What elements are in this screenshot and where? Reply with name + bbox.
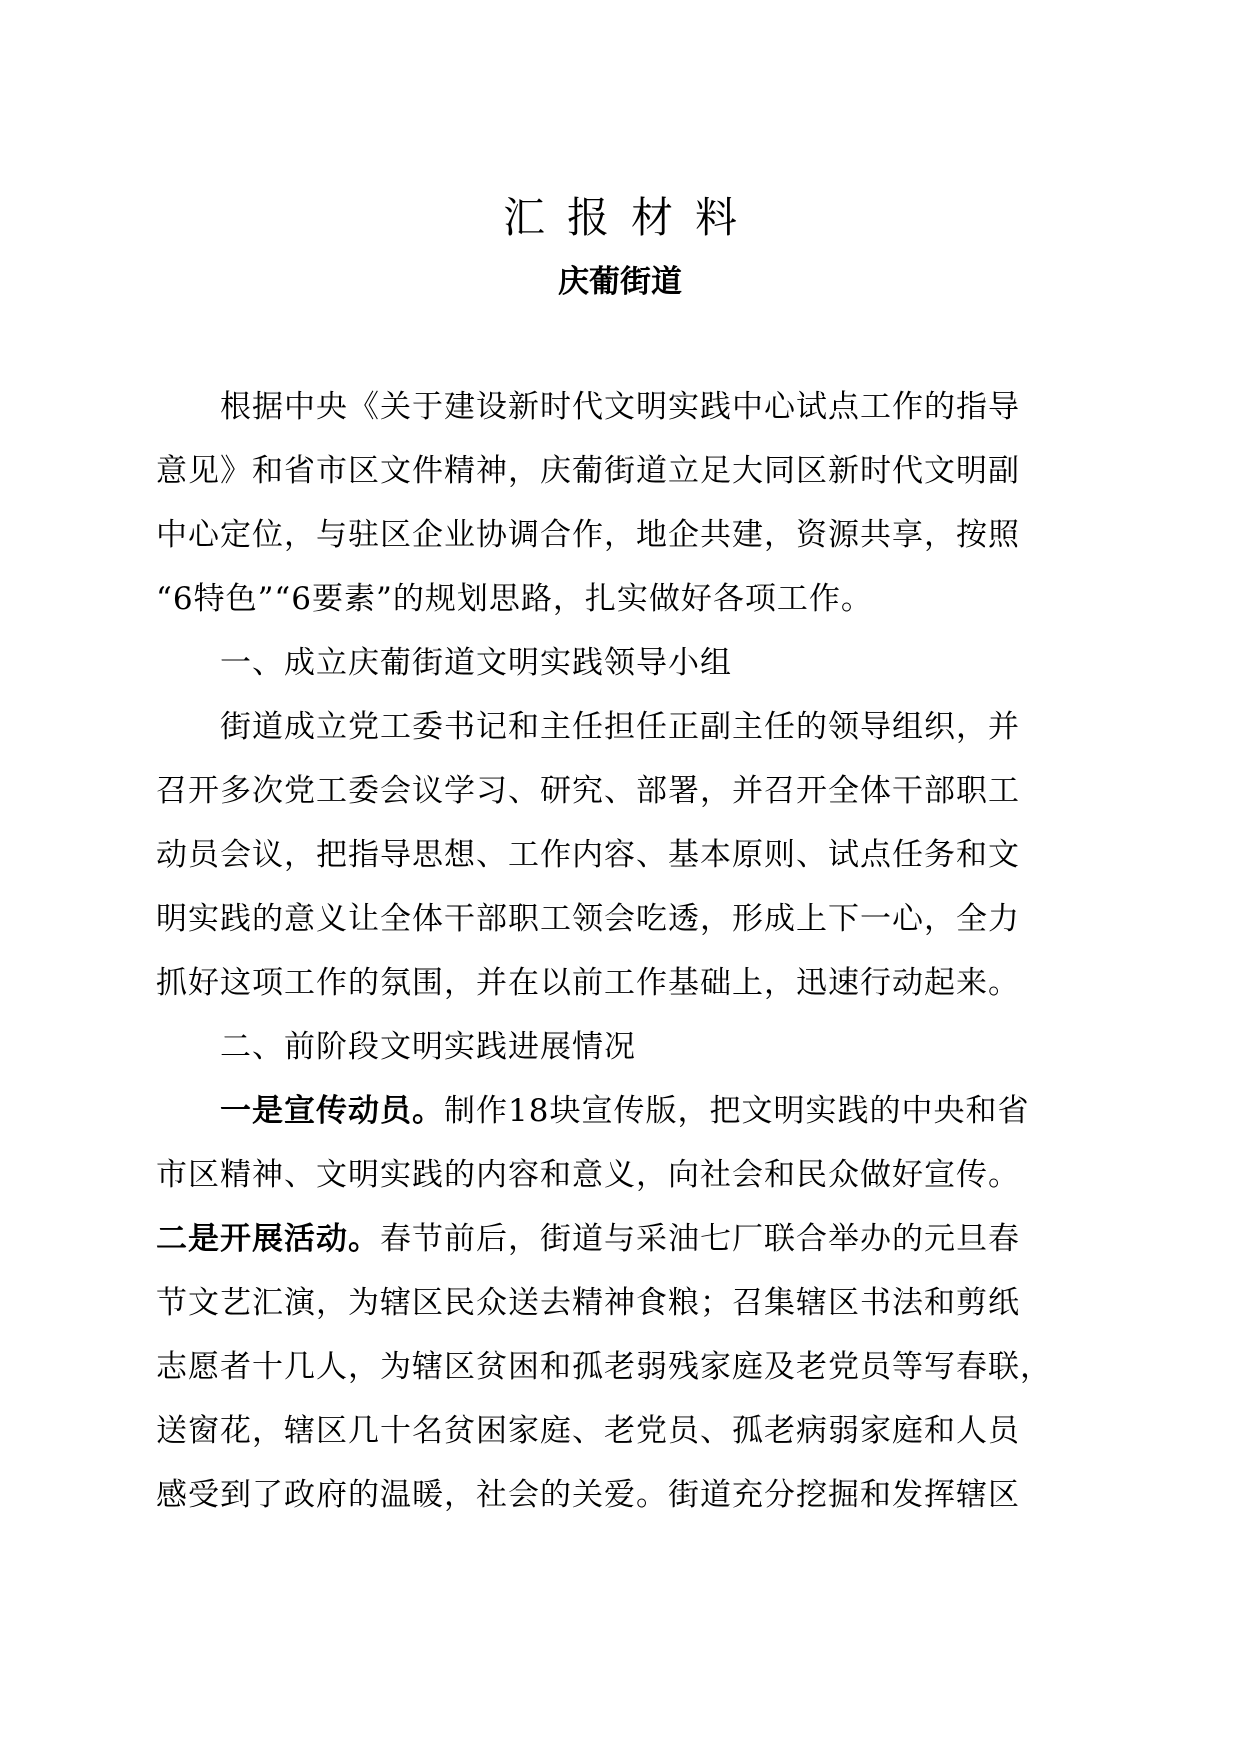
paragraph-line: 街道成立党工委书记和主任担任正副主任的领导组织，并 (220, 709, 1020, 745)
document-body (156, 375, 1086, 1527)
item-lead-activities: 二是开展活动。 (156, 1221, 380, 1257)
paragraph-line: 市区精神、文明实践的内容和意义，向社会和民众做好宣传。 (156, 1157, 1020, 1193)
paragraph-line: 感受到了政府的温暖，社会的关爱。街道充分挖掘和发挥辖区 (156, 1477, 1020, 1513)
paragraph-line: 中心定位，与驻区企业协调合作，地企共建，资源共享，按照 (156, 517, 1020, 553)
paragraph-line: 抓好这项工作的氛围，并在以前工作基础上，迅速行动起来。 (156, 965, 1020, 1001)
section-heading-2: 二、前阶段文明实践进展情况 (220, 1029, 636, 1065)
paragraph-activities (156, 1207, 1086, 1527)
paragraph-publicity (156, 1079, 1086, 1207)
paragraph-line: “6特色”“6要素”的规划思路，扎实做好各项工作。 (156, 581, 873, 617)
paragraph-line (156, 1079, 1086, 1143)
paragraph-line: 根据中央《关于建设新时代文明实践中心试点工作的指导 (220, 389, 1020, 425)
paragraph-line: 送窗花，辖区几十名贫困家庭、老党员、孤老病弱家庭和人员 (156, 1413, 1020, 1449)
paragraph-line: 动员会议，把指导思想、工作内容、基本原则、试点任务和文 (156, 837, 1020, 873)
item-text: 制作18块宣传版，把文明实践的中央和省 (444, 1093, 1030, 1129)
paragraph-line: 意见》和省市区文件精神，庆葡街道立足大同区新时代文明副 (156, 453, 1020, 489)
paragraph-line: 明实践的意义让全体干部职工领会吃透，形成上下一心，全力 (156, 901, 1020, 937)
section-heading-1: 一、成立庆葡街道文明实践领导小组 (220, 645, 732, 681)
paragraph-leadership (156, 695, 1086, 1015)
item-text: 春节前后，街道与采油七厂联合举办的元旦春 (380, 1221, 1020, 1257)
paragraph-line: 志愿者十几人，为辖区贫困和孤老弱残家庭及老党员等写春联， (156, 1349, 1052, 1385)
item-lead-publicity: 一是宣传动员。 (220, 1093, 444, 1129)
document-title: 汇报材料 (502, 193, 759, 242)
document-subtitle: 庆葡街道 (558, 264, 682, 300)
paragraph-line: 召开多次党工委会议学习、研究、部署，并召开全体干部职工 (156, 773, 1020, 809)
paragraph-line (156, 1207, 1086, 1271)
paragraph-intro (156, 375, 1086, 631)
paragraph-line: 节文艺汇演，为辖区民众送去精神食粮；召集辖区书法和剪纸 (156, 1285, 1020, 1321)
